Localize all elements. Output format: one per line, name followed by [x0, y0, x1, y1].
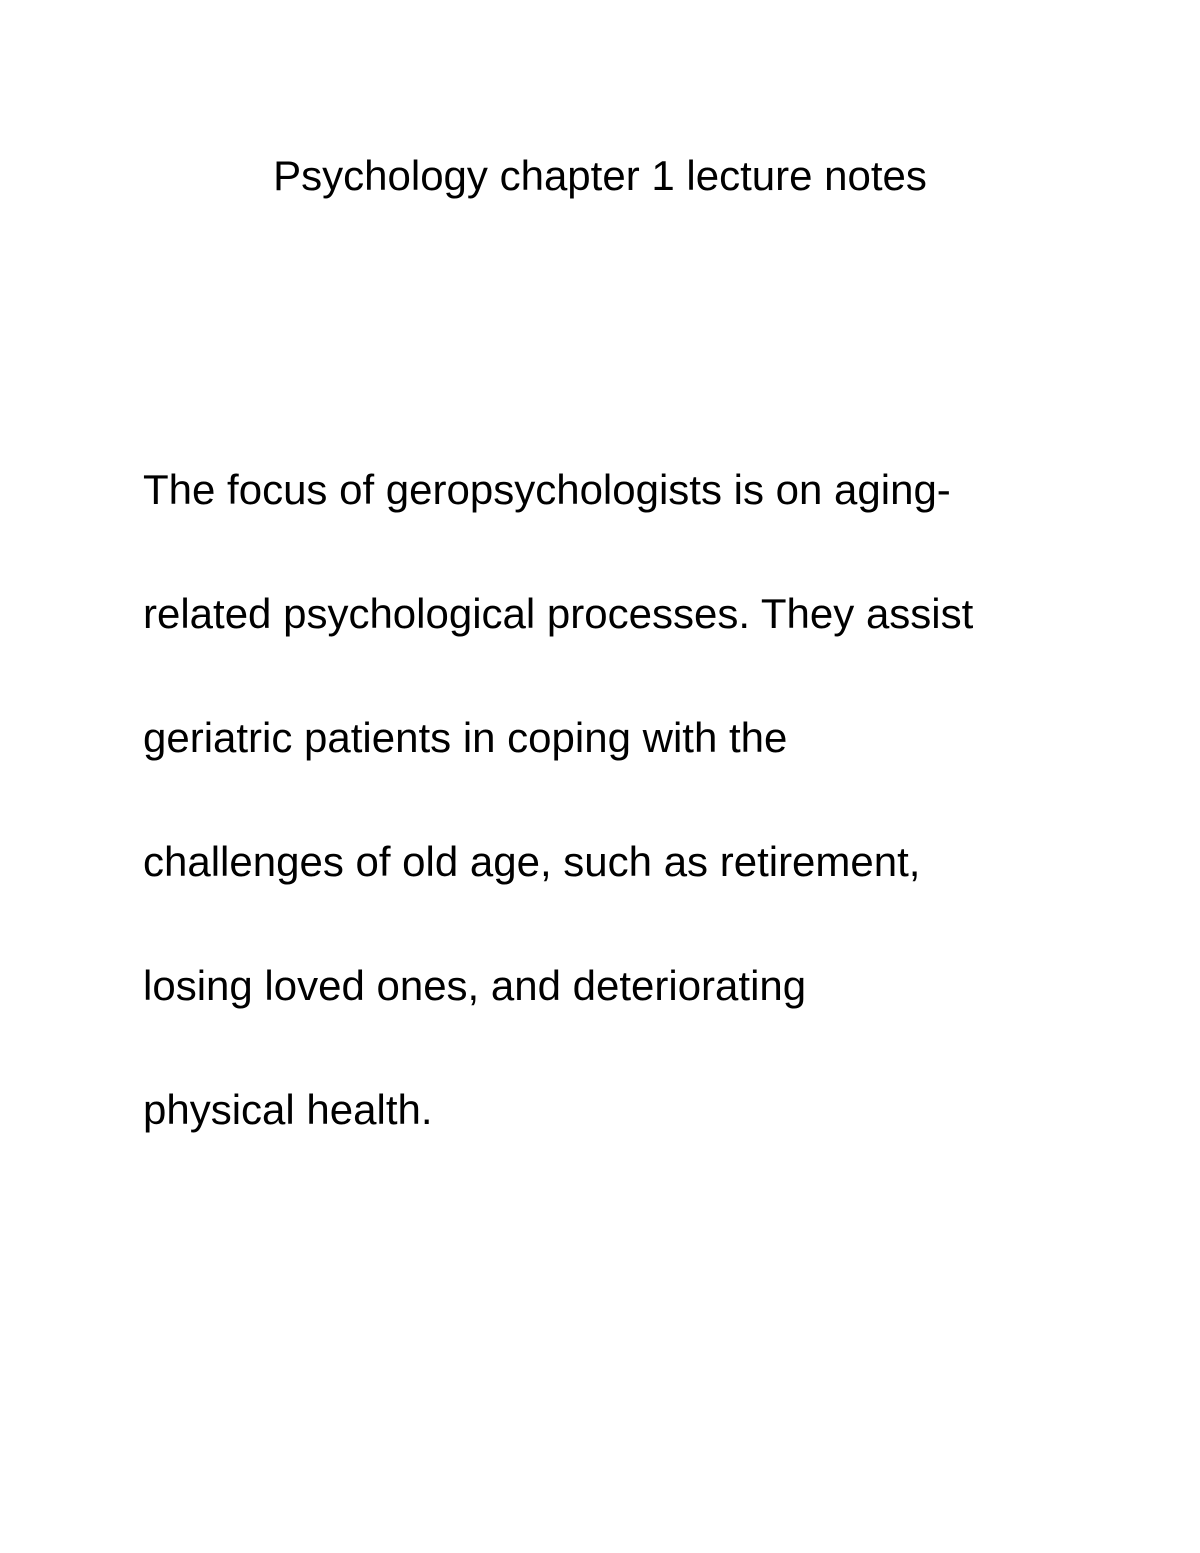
body-line: geriatric patients in coping with the: [143, 714, 788, 761]
body-line: The focus of geropsychologists is on aging-: [143, 466, 951, 513]
body-line: physical health.: [143, 1086, 433, 1133]
body-line: losing loved ones, and deteriorating: [143, 962, 807, 1009]
page-title: Psychology chapter 1 lecture notes: [273, 152, 927, 199]
body-line: challenges of old age, such as retirement,: [143, 838, 921, 885]
body-paragraph: [143, 428, 1103, 1172]
body-line: related psychological processes. They assist: [143, 590, 974, 637]
